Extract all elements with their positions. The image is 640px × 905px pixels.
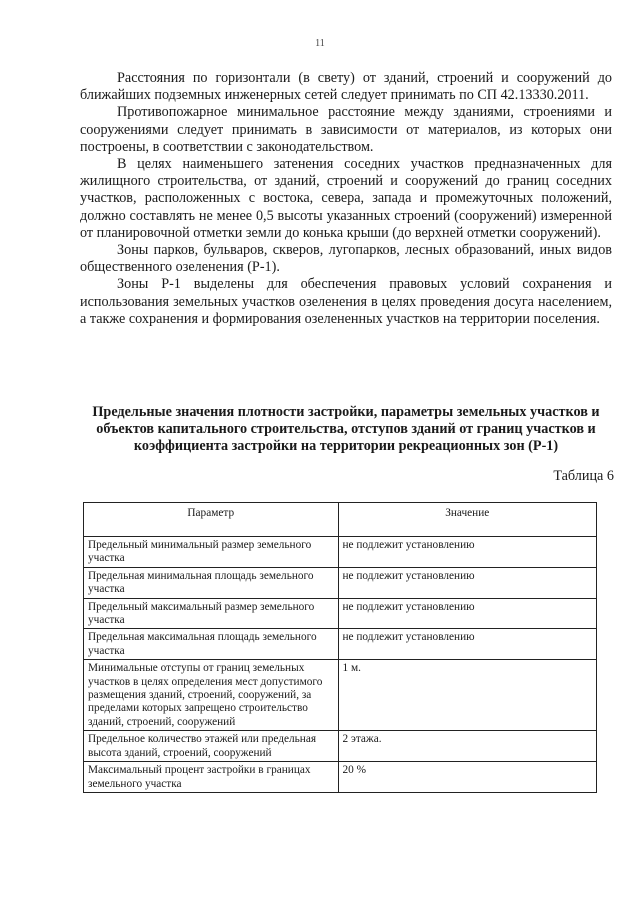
column-header-value: Значение	[338, 503, 597, 537]
paragraph: Зоны парков, бульваров, скверов, лугопарков, лесных образований, иных видов общественного озеленения (Р-1).	[80, 242, 612, 276]
parameters-table	[83, 502, 597, 793]
section-heading: Предельные значения плотности застройки, параметры земельных участков и объектов капитального строительства, отступов зданий от границ участков и коэффициента застройки на территории рекреационных зон (Р-1)	[92, 404, 600, 455]
param-cell: Предельный минимальный размер земельного участка	[84, 537, 339, 568]
param-cell: Предельное количество этажей или предельная высота зданий, строений, сооружений	[84, 731, 339, 762]
param-cell: Предельная минимальная площадь земельного участка	[84, 567, 339, 598]
value-cell: 1 м.	[338, 660, 597, 731]
value-cell: 20 %	[338, 762, 597, 793]
table-row	[84, 762, 597, 793]
table-row	[84, 629, 597, 660]
table-caption: Таблица 6	[553, 468, 614, 484]
param-cell: Максимальный процент застройки в границах земельного участка	[84, 762, 339, 793]
table-row	[84, 567, 597, 598]
param-cell: Предельная максимальная площадь земельного участка	[84, 629, 339, 660]
body-text	[80, 70, 612, 328]
table-header-row	[84, 503, 597, 537]
value-cell: не подлежит установлению	[338, 537, 597, 568]
value-cell: не подлежит установлению	[338, 629, 597, 660]
paragraph: В целях наименьшего затенения соседних участков предназначенных для жилищного строительства, от зданий, строений и сооружений до границ соседних участков, расположенных с востока, севера, запада и промежуточных положений, должно составлять не менее 0,5 высоты указанных строений (сооружений) измеренной от планировочной отметки земли до конька крыши (до верхней отметки сооружений).	[80, 156, 612, 241]
param-cell: Минимальные отступы от границ земельных участков в целях определения мест допустимого размещения зданий, строений, сооружений, за пределами которых запрещено строительство зданий, строений, сооружений	[84, 660, 339, 731]
column-header-param: Параметр	[84, 503, 339, 537]
param-cell: Предельный максимальный размер земельного участка	[84, 598, 339, 629]
value-cell: 2 этажа.	[338, 731, 597, 762]
paragraph: Противопожарное минимальное расстояние между зданиями, строениями и сооружениями следует принимать в зависимости от материалов, из которых они построены, в соответствии с законодательством.	[80, 104, 612, 155]
table-row	[84, 537, 597, 568]
value-cell: не подлежит установлению	[338, 598, 597, 629]
paragraph: Зоны Р-1 выделены для обеспечения правовых условий сохранения и использования земельных участков озеленения в целях проведения досуга населением, а также сохранения и формирования озелененных участков на территории поселения.	[80, 276, 612, 327]
table-row	[84, 598, 597, 629]
page-number: 11	[315, 38, 325, 49]
value-cell: не подлежит установлению	[338, 567, 597, 598]
table-row	[84, 731, 597, 762]
table-row	[84, 660, 597, 731]
paragraph: Расстояния по горизонтали (в свету) от зданий, строений и сооружений до ближайших подземных инженерных сетей следует принимать по СП 42.13330.2011.	[80, 70, 612, 104]
